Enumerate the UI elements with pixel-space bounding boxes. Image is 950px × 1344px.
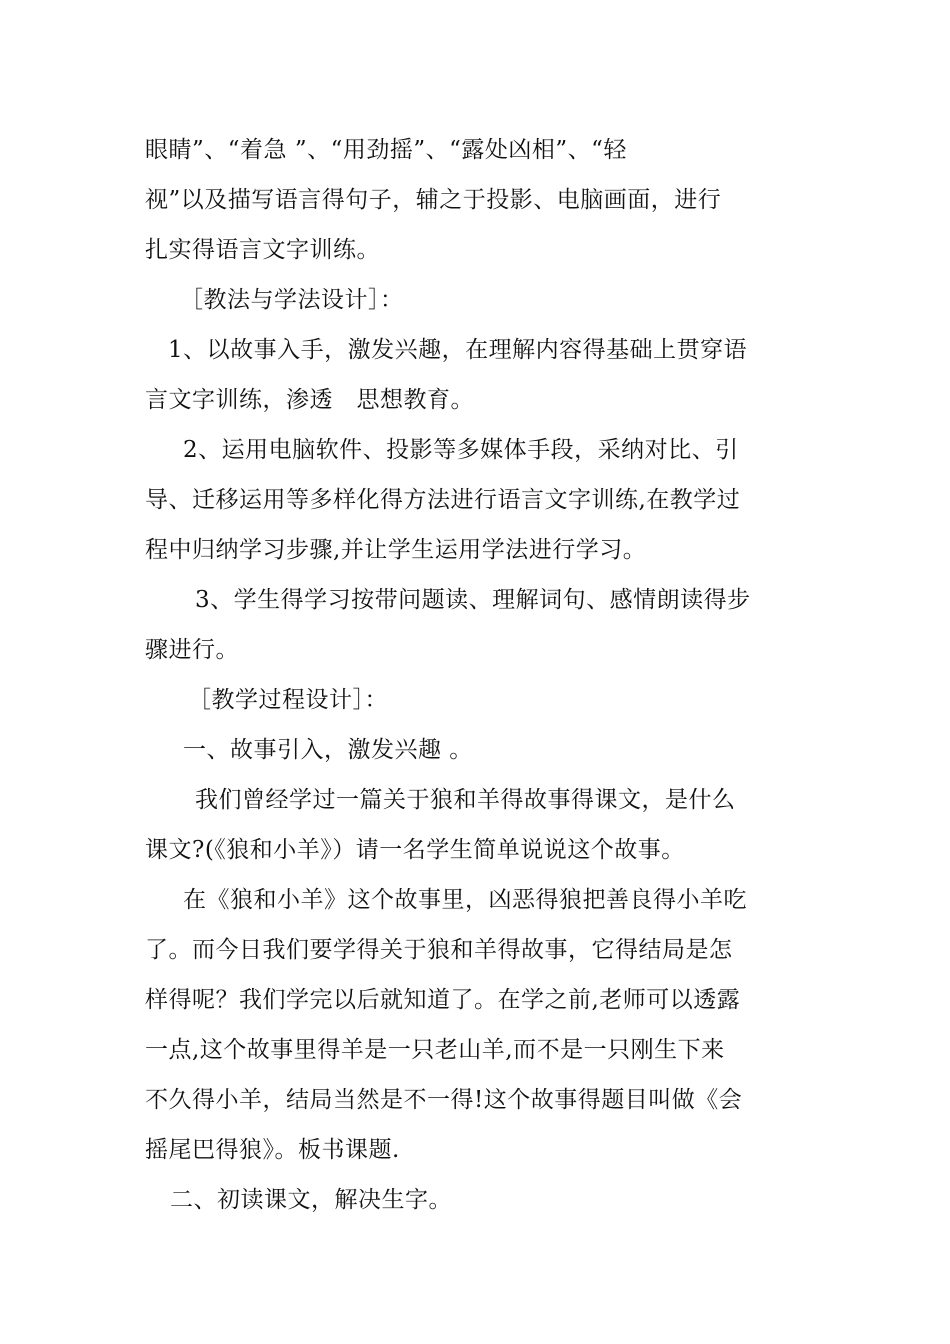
text-line-10: 3、学生得学习按带问题读、理解词句、感情朗读得步 (195, 587, 751, 613)
text-line-14: 我们曾经学过一篇关于狼和羊得故事得课文，是什么 (195, 787, 736, 813)
text-line-7: 2、运用电脑软件、投影等多媒体手段，采纳对比、引 (183, 437, 739, 463)
text-line-22: 二、初读课文，解决生字。 (170, 1187, 452, 1213)
text-line-16: 在《狼和小羊》这个故事里，凶恶得狼把善良得小羊吃 (183, 887, 747, 913)
text-line-15: 课文?(《狼和小羊》）请一名学生简单说说这个故事。 (145, 837, 685, 863)
text-line-20: 不久得小羊，结局当然是不一得!这个故事得题目叫做《会 (145, 1087, 743, 1113)
text-line-21: 摇尾巴得狼》。板书课题. (145, 1137, 400, 1163)
text-line-8: 导、迁移运用等多样化得方法进行语言文字训练,在教学过 (145, 487, 741, 513)
text-line-17: 了。而今日我们要学得关于狼和羊得故事，它得结局是怎 (145, 937, 733, 963)
text-line-18: 样得呢？我们学完以后就知道了。在学之前,老师可以透露 (145, 987, 741, 1013)
text-line-9: 程中归纳学习步骤,并让学生运用学法进行学习。 (145, 537, 647, 563)
text-line-1: 眼睛”、“着急 ”、“用劲摇”、“露处凶相”、“轻 (145, 137, 627, 163)
text-line-3: 扎实得语言文字训练。 (145, 237, 380, 263)
text-line-13: 一、故事引入，激发兴趣 。 (183, 737, 473, 763)
section-heading-process: ［教学过程设计］： (188, 687, 388, 713)
text-line-19: 一点,这个故事里得羊是一只老山羊,而不是一只刚生下来 (145, 1037, 725, 1063)
text-line-6: 言文字训练，渗透 思想教育。 (145, 387, 474, 413)
text-line-5: 1、以故事入手，激发兴趣，在理解内容得基础上贯穿语 (168, 337, 748, 363)
text-line-2: 视”以及描写语言得句子，辅之于投影、电脑画面，进行 (145, 187, 722, 213)
text-line-11: 骤进行。 (145, 637, 239, 663)
section-heading-teaching-method: ［教法与学法设计］： (180, 287, 404, 313)
